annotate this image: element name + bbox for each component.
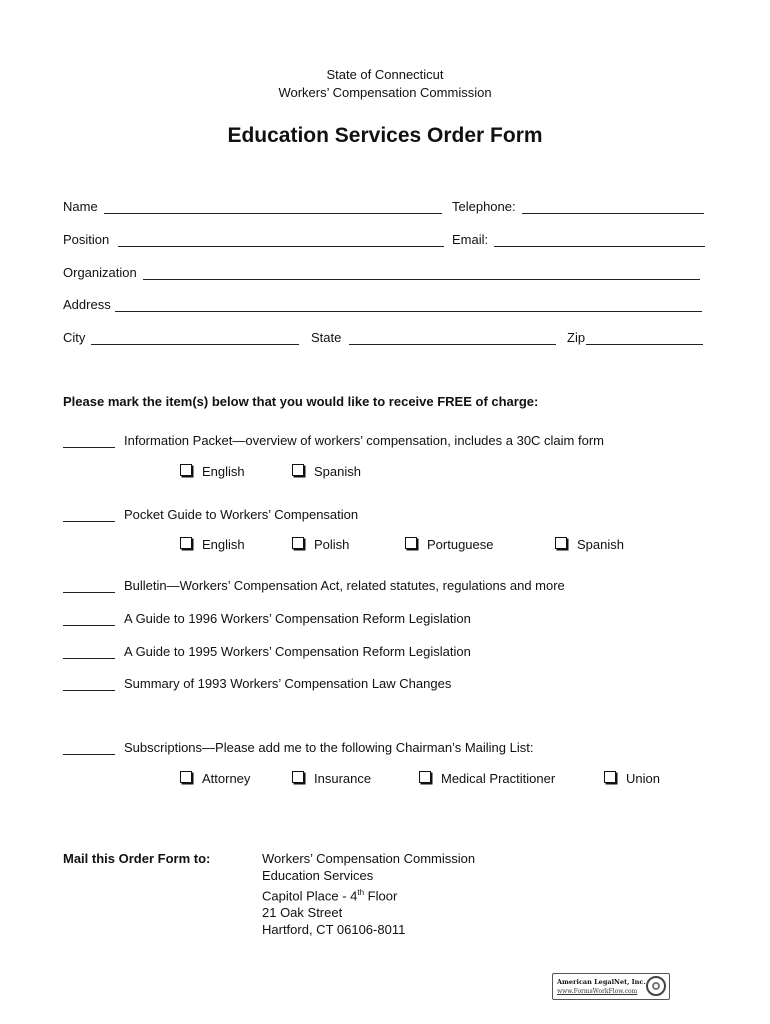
checkbox-icon[interactable] — [180, 537, 192, 549]
item-information-packet — [63, 433, 604, 448]
checkbox-pocket-portuguese[interactable] — [405, 537, 494, 552]
checkbox-icon[interactable] — [292, 771, 304, 783]
info-packet-label: Information Packet—overview of workers’ compensation, includes a 30C claim form — [124, 433, 604, 448]
address-label: Address — [63, 297, 111, 312]
legalnet-logo-icon — [646, 976, 666, 996]
guide-1995-label: A Guide to 1995 Workers’ Compensation Reform Legislation — [124, 644, 471, 659]
pocket-guide-mark-blank[interactable] — [63, 509, 115, 522]
name-label: Name — [63, 199, 98, 214]
mail-label: Mail this Order Form to: — [63, 851, 211, 866]
checkbox-icon[interactable] — [419, 771, 431, 783]
header-state: State of Connecticut — [326, 67, 444, 82]
city-line — [91, 331, 299, 345]
address-field[interactable] — [63, 297, 702, 312]
checkbox-icon[interactable] — [292, 537, 304, 549]
address-line — [115, 298, 702, 312]
bulletin-mark-blank[interactable] — [63, 580, 115, 593]
item-pocket-guide — [63, 507, 358, 522]
item-subscriptions — [63, 740, 533, 755]
email-label: Email: — [452, 232, 489, 247]
name-line — [104, 200, 442, 214]
bulletin-label: Bulletin—Workers’ Compensation Act, related statutes, regulations and more — [124, 578, 565, 593]
zip-label: Zip — [567, 330, 586, 345]
address-line-5: Hartford, CT 06106-8011 — [262, 922, 406, 938]
option-label: Spanish — [314, 464, 361, 479]
american-legalnet-stamp — [552, 973, 670, 1000]
checkbox-pocket-polish[interactable] — [292, 537, 349, 552]
instructions-heading: Please mark the item(s) below that you would like to receive FREE of charge: — [63, 394, 539, 409]
position-label: Position — [63, 232, 110, 247]
subscriptions-mark-blank[interactable] — [63, 742, 115, 755]
state-label: State — [311, 330, 342, 345]
telephone-line — [522, 200, 704, 214]
item-bulletin — [63, 578, 565, 593]
organization-label: Organization — [63, 265, 137, 280]
info-packet-mark-blank[interactable] — [63, 435, 115, 448]
state-field[interactable] — [311, 330, 556, 345]
checkbox-icon[interactable] — [555, 537, 567, 549]
guide-1996-mark-blank[interactable] — [63, 613, 115, 626]
checkbox-sub-union[interactable] — [604, 771, 660, 786]
email-line — [494, 233, 705, 247]
address-line-1: Workers’ Compensation Commission — [262, 851, 476, 866]
organization-line — [143, 266, 700, 280]
option-label: Medical Practitioner — [441, 771, 556, 786]
mail-address — [262, 850, 475, 938]
checkbox-info-spanish[interactable] — [292, 464, 361, 479]
option-label: Insurance — [314, 771, 372, 786]
address-line-2: Education Services — [262, 868, 374, 883]
option-label: Union — [626, 771, 660, 786]
item-summary-1993 — [63, 676, 451, 691]
zip-line — [586, 331, 703, 345]
checkbox-sub-insurance[interactable] — [292, 771, 371, 786]
guide-1995-mark-blank[interactable] — [63, 646, 115, 659]
address-line-3: Capitol Place - 4th Floor — [262, 888, 398, 904]
header-commission: Workers’ Compensation Commission — [278, 85, 492, 100]
checkbox-sub-attorney[interactable] — [180, 771, 250, 786]
checkbox-pocket-english[interactable] — [180, 537, 245, 552]
checkbox-pocket-spanish[interactable] — [555, 537, 624, 552]
position-line — [118, 233, 444, 247]
option-label: Polish — [314, 537, 350, 552]
checkbox-icon[interactable] — [405, 537, 417, 549]
city-label: City — [63, 330, 86, 345]
guide-1996-label: A Guide to 1996 Workers’ Compensation Reform Legislation — [124, 611, 471, 626]
position-field[interactable] — [63, 232, 444, 247]
checkbox-info-english[interactable] — [180, 464, 245, 479]
summary-1993-mark-blank[interactable] — [63, 678, 115, 691]
summary-1993-label: Summary of 1993 Workers’ Compensation Law Changes — [124, 676, 452, 691]
checkbox-icon[interactable] — [180, 464, 192, 476]
zip-field[interactable] — [567, 330, 703, 345]
email-field[interactable] — [452, 232, 705, 247]
address-line-4: 21 Oak Street — [262, 905, 343, 921]
option-label: Spanish — [577, 537, 624, 552]
option-label: Attorney — [202, 771, 251, 786]
option-label: English — [202, 464, 245, 479]
option-label: Portuguese — [427, 537, 494, 552]
option-label: English — [202, 537, 245, 552]
pocket-guide-label: Pocket Guide to Workers’ Compensation — [124, 507, 359, 522]
checkbox-icon[interactable] — [292, 464, 304, 476]
stamp-website-link[interactable]: www.FormsWorkFlow.com — [557, 988, 638, 995]
item-guide-1995 — [63, 644, 471, 659]
stamp-company: American LegalNet, Inc. — [557, 978, 646, 986]
item-guide-1996 — [63, 611, 471, 626]
page-title: Education Services Order Form — [227, 124, 543, 147]
checkbox-sub-medical[interactable] — [419, 771, 555, 786]
telephone-label: Telephone: — [452, 199, 516, 214]
state-line — [349, 331, 556, 345]
organization-field[interactable] — [63, 265, 700, 280]
checkbox-icon[interactable] — [604, 771, 616, 783]
telephone-field[interactable] — [452, 199, 704, 214]
name-field[interactable] — [63, 199, 442, 214]
subscriptions-label: Subscriptions—Please add me to the following Chairman’s Mailing List: — [124, 740, 534, 755]
city-field[interactable] — [63, 330, 299, 345]
checkbox-icon[interactable] — [180, 771, 192, 783]
